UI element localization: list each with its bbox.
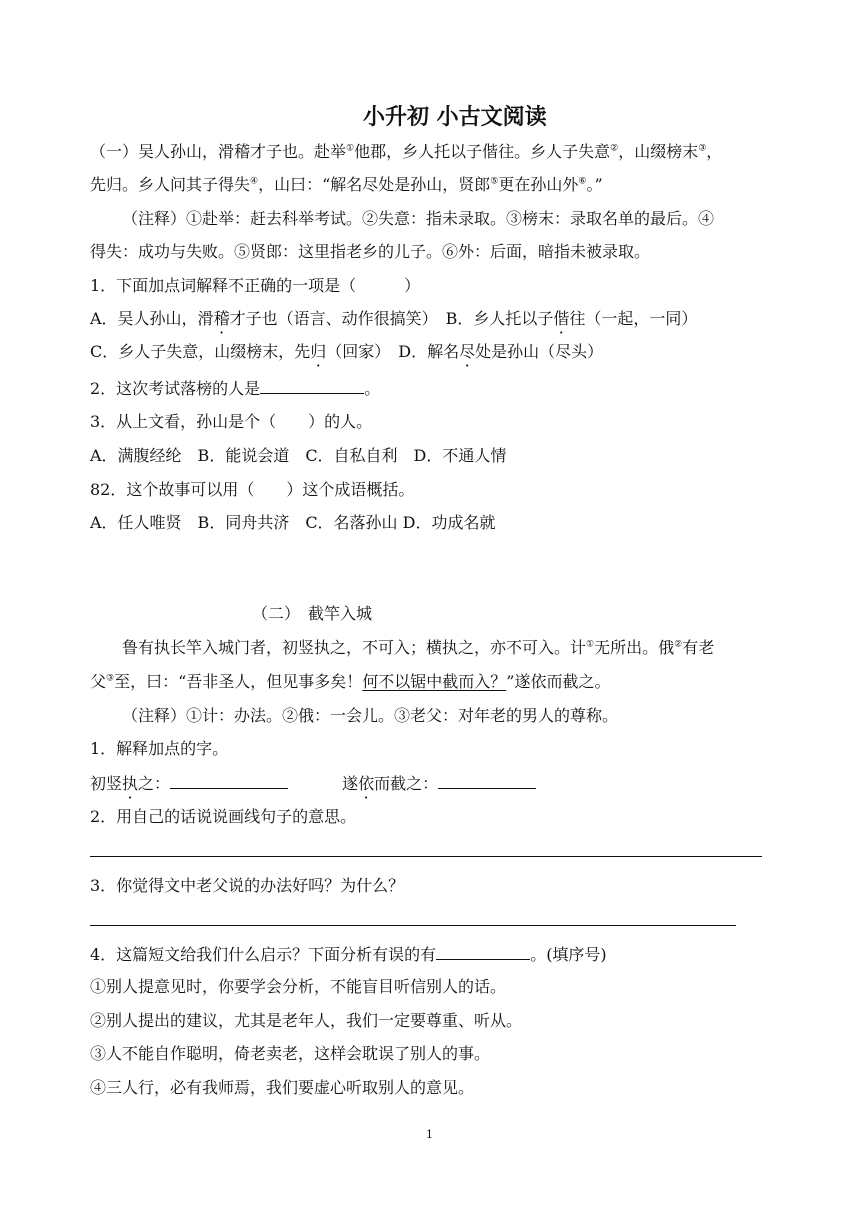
passage-text: ”遂依而截之。 [506, 672, 611, 691]
answer-line[interactable] [90, 925, 736, 926]
question-2-4 [90, 943, 607, 966]
option-3: ③人不能自作聪明，倚老卖老，这样会耽误了别人的事。 [90, 1044, 491, 1063]
passage-text: （一）吴人孙山，滑稽才子也。赴举 [90, 142, 347, 161]
passage-text: 鲁有执长竿入城门者，初竖执之，不可入；横执之，亦不可入。计 [122, 638, 587, 657]
section-heading: （二） 截竿入城 [252, 604, 373, 623]
question-text: 。(填序号) [530, 945, 607, 964]
answer-blank[interactable] [438, 772, 536, 789]
notes1-line1: （注释）①赴举：赶去科举考试。②失意：指未录取。③榜末：录取名单的最后。④ [122, 209, 715, 228]
passage-text: 有老 [682, 638, 715, 657]
dotted-char: 尽 [459, 342, 476, 361]
footnote-marker: ① [586, 639, 595, 650]
passage2-line1 [122, 637, 714, 659]
page-number: 1 [426, 1128, 433, 1141]
option-text: A．吴人孙山，滑 [90, 309, 214, 328]
question-1-3: 3．从上文看，孙山是个（ ）的人。 [90, 412, 373, 431]
passage-text: ，山缀榜末 [618, 142, 699, 161]
footnote-marker: ② [674, 639, 683, 650]
item-text: 遂 [342, 774, 359, 793]
dotted-char: 偕 [553, 309, 570, 328]
question-1-1-options-cd [90, 341, 603, 363]
passage-text: ，山曰：“解名尽处是孙山，贤郎 [258, 175, 491, 194]
passage-text: ， [706, 142, 723, 161]
option-text: C．乡人子失意，山缀榜末，先 [90, 342, 311, 361]
answer-blank[interactable] [170, 772, 288, 789]
footnote-marker: ① [346, 143, 355, 154]
passage-text: 他郡，乡人托以子偕往。乡人子失意 [354, 142, 611, 161]
footnote-marker: ② [610, 143, 619, 154]
dotted-char: 执 [122, 774, 139, 793]
option-2: ②别人提出的建议，尤其是老年人，我们一定要尊重、听从。 [90, 1011, 523, 1030]
option-text: 处是孙山（尽头） [475, 342, 604, 361]
question-1-1-options-ab [90, 308, 697, 330]
notes1-line2: 得失：成功与失败。⑤贤郎：这里指老乡的儿子。⑥外：后面，暗指未被录取。 [90, 242, 651, 261]
question-text: 4．这篇短文给我们什么启示？下面分析有误的有 [90, 945, 437, 964]
question-text: 。 [364, 379, 381, 398]
option-4: ④三人行，必有我师焉，我们要虚心听取别人的意见。 [90, 1078, 475, 1097]
footnote-marker: ③ [106, 673, 115, 684]
passage-text: 至，曰：“吾非圣人，但见事多矣！ [114, 672, 363, 691]
dotted-char: 归 [310, 342, 327, 361]
question-1-4: 82．这个故事可以用（ ）这个成语概括。 [90, 480, 415, 499]
dotted-char: 依 [358, 774, 375, 793]
passage-text: 无所出。俄 [594, 638, 675, 657]
question-1-4-options: A．任人唯贤 B．同舟共济 C．名落孙山 D．功成名就 [90, 513, 496, 532]
question-2-1-items [90, 772, 536, 795]
footnote-marker: ④ [250, 176, 259, 187]
item-text: 之： [138, 774, 171, 793]
question-1-2 [90, 377, 380, 400]
passage-text: 先归。乡人问其子得失 [90, 175, 251, 194]
footnote-marker: ⑥ [578, 176, 587, 187]
passage-text: 更在孙山外 [498, 175, 579, 194]
passage1-line2 [90, 174, 603, 196]
option-text: 才子也（语言、动作很搞笑） B．乡人托以子 [229, 309, 554, 328]
passage1-line1 [90, 141, 722, 163]
passage-text: 。” [586, 175, 603, 194]
passage2-line2 [90, 671, 610, 693]
page-title: 小升初 小古文阅读 [363, 104, 547, 130]
question-1-1: 1．下面加点词解释不正确的一项是（ ） [90, 276, 421, 295]
question-1-3-options: A．满腹经纶 B．能说会道 C．自私自利 D．不通人情 [90, 446, 507, 465]
question-text: 2．这次考试落榜的人是 [90, 379, 261, 398]
footnote-marker: ③ [698, 143, 707, 154]
question-2-3: 3．你觉得文中老父说的办法好吗？为什么？ [90, 876, 405, 895]
option-text: （回家） D．解名 [326, 342, 460, 361]
dotted-char: 稽 [213, 309, 230, 328]
option-text: 往（一起，一同） [569, 309, 698, 328]
item-text: 初竖 [90, 774, 123, 793]
notes2: （注释）①计：办法。②俄：一会儿。③老父：对年老的男人的尊称。 [122, 706, 619, 725]
item-text: 而截之： [374, 774, 439, 793]
answer-blank[interactable] [260, 377, 364, 394]
answer-blank[interactable] [436, 943, 530, 960]
passage-text: 父 [90, 672, 107, 691]
question-2-1: 1．解释加点的字。 [90, 739, 229, 758]
answer-line[interactable] [90, 856, 762, 857]
option-1: ①别人提意见时，你要学会分析，不能盲目听信别人的话。 [90, 977, 507, 996]
footnote-marker: ⑤ [490, 176, 499, 187]
question-2-2: 2．用自己的话说说画线句子的意思。 [90, 807, 357, 826]
underlined-sentence: 何不以锯中截而入？ [362, 672, 507, 691]
